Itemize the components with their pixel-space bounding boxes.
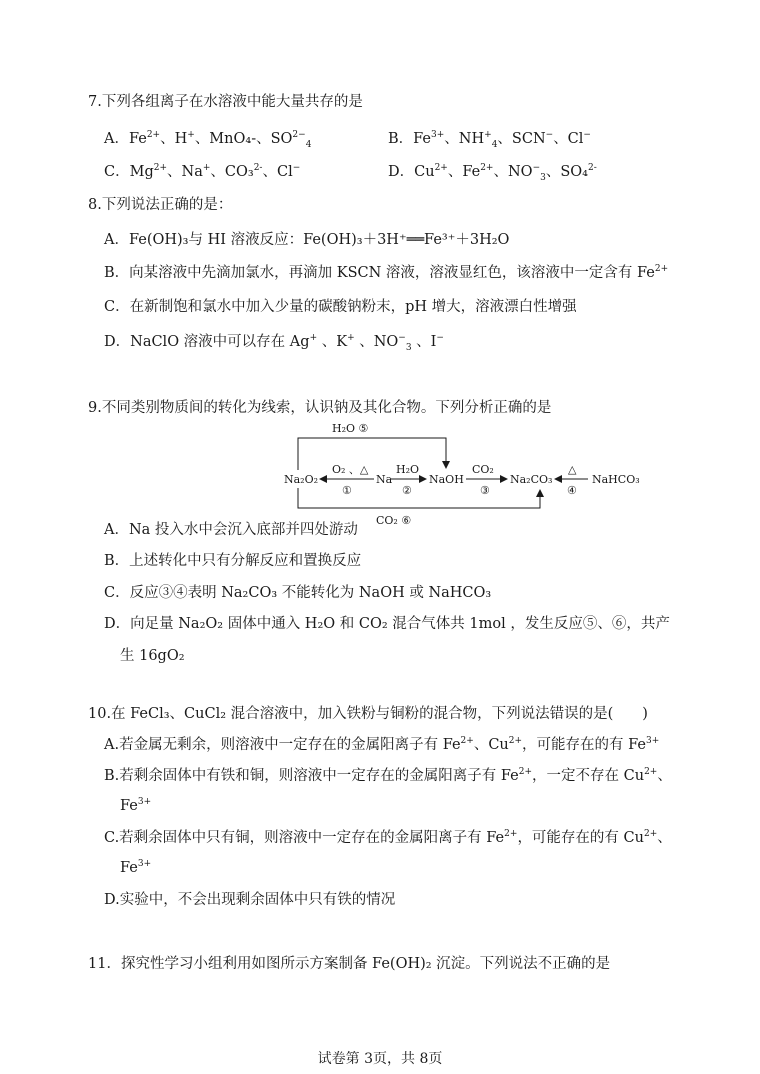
label-reaction-4: △ bbox=[568, 463, 577, 476]
q10-option-b-cont: $Fe^{3+}$ bbox=[120, 797, 152, 814]
q7-option-a: A．$Fe^{2+}$、H+、MnO₄-、$SO^{2-}_4$ bbox=[104, 130, 312, 150]
q9-option-a: A．Na 投入水中会沉入底部并四处游动 bbox=[104, 522, 358, 538]
q9-option-d-cont: 生 16gO₂ bbox=[120, 648, 185, 664]
q10-option-d: D.实验中，不会出现剩余固体中只有铁的情况 bbox=[104, 892, 396, 908]
arrow-reaction-5 bbox=[298, 438, 446, 470]
compound-nahco3: NaHCO₃ bbox=[592, 473, 640, 486]
label-reaction-2: H₂O bbox=[396, 463, 420, 476]
q10-option-c: C.若剩余固体中只有铜，则溶液中一定存在的金属阳离子有 $Fe^{2+}$，可能存在的有 $Cu^{2+}$、 bbox=[104, 829, 672, 846]
q8-option-b: B．向某溶液中先滴加氯水，再滴加 KSCN 溶液，溶液显红色，该溶液中一定含有 $Fe^{2+}$ bbox=[104, 264, 669, 281]
q8-stem: 8.下列说法正确的是： bbox=[88, 197, 233, 213]
q10-option-b: B.若剩余固体中有铁和铜，则溶液中一定存在的金属阳离子有 $Fe^{2+}$，一定不存在 $Cu^{2+}$、 bbox=[104, 767, 672, 784]
label-reaction-6: CO₂ ⑥ bbox=[376, 514, 412, 527]
q9-option-c: C．反应③④表明 Na₂CO₃ 不能转化为 NaOH 或 NaHCO₃ bbox=[104, 585, 492, 601]
q8-option-c: C．在新制饱和氯水中加入少量的碳酸钠粉末，pH 增大，溶液漂白性增强 bbox=[104, 299, 577, 315]
num-reaction-4: ④ bbox=[567, 484, 577, 497]
num-reaction-3: ③ bbox=[480, 484, 490, 497]
q9-stem: 9.不同类别物质间的转化为线索，认识钠及其化合物。下列分析正确的是 bbox=[88, 400, 552, 416]
q10-option-c-cont: $Fe^{3+}$ bbox=[120, 859, 152, 876]
compound-naoh: NaOH bbox=[429, 473, 464, 486]
num-reaction-1: ① bbox=[342, 484, 352, 497]
q10-stem: 10.在 FeCl₃、CuCl₂ 混合溶液中，加入铁粉与铜粉的混合物，下列说法错误的是( ) bbox=[88, 706, 648, 722]
num-reaction-2: ② bbox=[402, 484, 412, 497]
q7-option-d: D．$Cu^{2+}$、$Fe^{2+}$、$NO^-_3$、SO₄$^{2-}$ bbox=[388, 163, 597, 183]
page-footer: 试卷第 3页，共 8页 bbox=[317, 1051, 443, 1067]
arrow-reaction-6 bbox=[298, 488, 540, 508]
q10-option-a: A.若金属无剩余，则溶液中一定存在的金属阳离子有 $Fe^{2+}$、$Cu^{2+}$，可能存在的有 $Fe^{3+}$ bbox=[104, 736, 660, 753]
sodium-conversion-diagram bbox=[270, 410, 690, 530]
compound-na2o2: Na₂O₂ bbox=[284, 473, 319, 486]
q8-option-d: D．NaClO 溶液中可以存在 Ag+ 、K+ 、$NO^-_3$ 、I− bbox=[104, 333, 444, 353]
label-reaction-5: H₂O ⑤ bbox=[332, 422, 369, 435]
q7-option-c: C．$Mg^{2+}$、Na+、CO₃$^{2-}$、Cl− bbox=[104, 163, 301, 180]
q11-stem: 11．探究性学习小组利用如图所示方案制备 Fe(OH)₂ 沉淀。下列说法不正确的是 bbox=[88, 956, 611, 972]
label-reaction-1: O₂ 、△ bbox=[332, 463, 369, 476]
q9-option-b: B．上述转化中只有分解反应和置换反应 bbox=[104, 553, 362, 569]
label-reaction-3: CO₂ bbox=[472, 463, 494, 476]
q8-option-a: A．Fe(OH)₃与 HI 溶液反应：Fe(OH)₃＋3H⁺══Fe³⁺＋3H₂O bbox=[104, 232, 510, 248]
compound-na2co3: Na₂CO₃ bbox=[510, 473, 553, 486]
q7-stem: 7.下列各组离子在水溶液中能大量共存的是 bbox=[88, 94, 363, 110]
compound-na: Na bbox=[376, 473, 393, 486]
q7-option-b: B．$Fe^{3+}$、$NH^+_4$、SCN−、Cl− bbox=[388, 130, 591, 150]
q9-option-d: D．向足量 Na₂O₂ 固体中通入 H₂O 和 CO₂ 混合气体共 1mol ，发生反应⑤、⑥，共产 bbox=[104, 616, 670, 632]
